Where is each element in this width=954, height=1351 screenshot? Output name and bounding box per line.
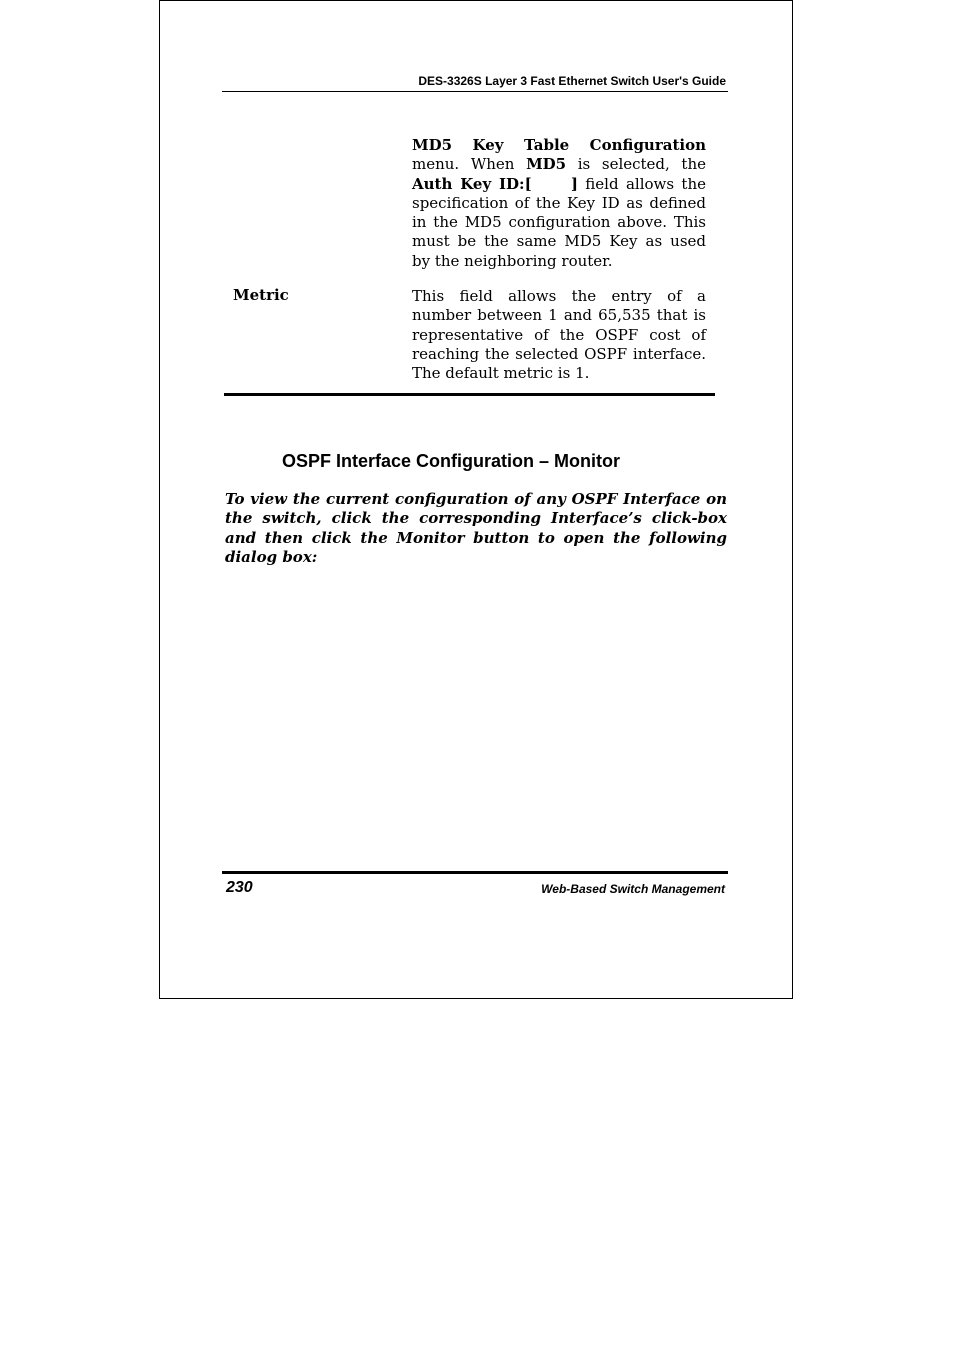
md5-text-3: field allows the specification of the Key ID as defined in the MD5 configuration above. This must be the same MD5 Key as used by the neighboring router.	[412, 174, 707, 270]
running-header: DES-3326S Layer 3 Fast Ethernet Switch User's Guide	[418, 74, 726, 88]
intro-paragraph: To view the current configuration of any OSPF Interface on the switch, click the corresponding Interface’s click-box and then click the Monitor button to open the following dialog box:	[225, 490, 727, 566]
md5-option: MD5	[526, 155, 567, 174]
footer-title: Web-Based Switch Management	[541, 882, 725, 896]
auth-key-field-name: Auth Key ID:[ ]	[412, 174, 578, 193]
table-bottom-rule	[224, 393, 715, 396]
md5-menu-name: MD5 Key Table Configuration	[412, 136, 706, 154]
header-rule	[222, 91, 728, 92]
md5-description	[412, 136, 706, 271]
metric-label: Metric	[233, 286, 289, 304]
md5-text-2: is selected, the	[566, 155, 706, 174]
page-number: 230	[226, 879, 253, 896]
md5-text-1: menu. When	[412, 155, 527, 174]
footer-rule	[222, 871, 728, 874]
section-heading: OSPF Interface Configuration – Monitor	[282, 451, 621, 471]
metric-description: This field allows the entry of a number between 1 and 65,535 that is representative of the OSPF cost of reaching the selected OSPF interface. The default metric is 1.	[412, 287, 706, 383]
